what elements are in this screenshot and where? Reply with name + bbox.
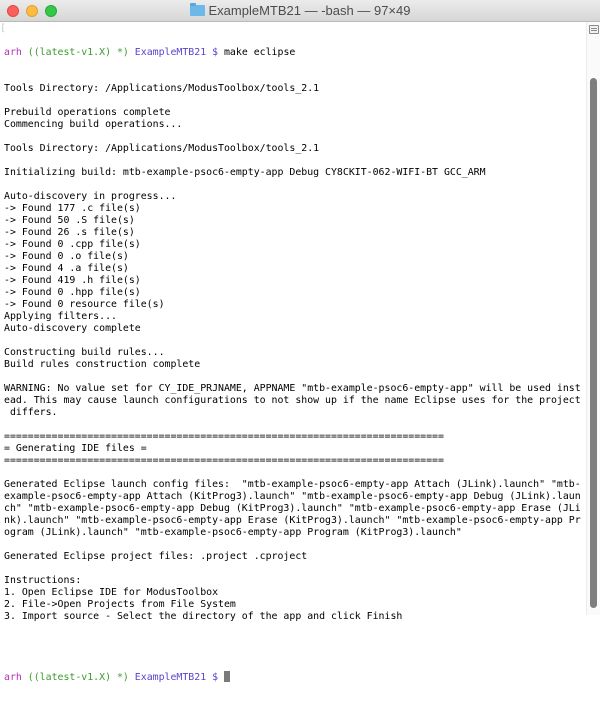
output-line (4, 335, 581, 347)
window-title-text: ExampleMTB21 — -bash — 97×49 (208, 3, 411, 18)
output-line: -> Found 0 resource file(s) (4, 299, 165, 310)
output-line: -> Found 4 .a file(s) (4, 263, 129, 274)
output-line (4, 155, 581, 167)
scrollbar-thumb[interactable] (590, 78, 597, 608)
output-line: 2. File->Open Projects from File System (4, 599, 236, 610)
output-line (4, 131, 581, 143)
prompt-directory: ExampleMTB21 $ (128, 672, 219, 683)
terminal-lines (4, 23, 581, 707)
output-line: ========================================================================== (4, 455, 444, 466)
final-prompt-line[interactable] (4, 671, 581, 683)
output-line: Constructing build rules... (4, 347, 165, 358)
output-line: nk).launch" "mtb-example-psoc6-empty-app Erase (KitProg3).launch" "mtb-example-psoc6-empty-app Pr (4, 515, 581, 526)
prompt-user: arh (4, 672, 22, 683)
output-line: -> Found 177 .c file(s) (4, 203, 141, 214)
text-cursor (224, 671, 230, 682)
output-line: ch" "mtb-example-psoc6-empty-app Debug (KitProg3).launch" "mtb-example-psoc6-empty-app Erase (JLi (4, 503, 581, 514)
output-line: -> Found 0 .o file(s) (4, 251, 129, 262)
output-line (4, 539, 581, 551)
output-line: Auto-discovery complete (4, 323, 141, 334)
output-line (4, 95, 581, 107)
output-line: Commencing build operations... (4, 119, 183, 130)
split-pane-icon[interactable] (589, 25, 599, 34)
output-line: -> Found 0 .cpp file(s) (4, 239, 141, 250)
window-titlebar[interactable] (0, 0, 600, 22)
output-line: Auto-discovery in progress... (4, 191, 177, 202)
output-line: -> Found 26 .s file(s) (4, 227, 135, 238)
output-line: Applying filters... (4, 311, 117, 322)
output-line: -> Found 419 .h file(s) (4, 275, 141, 286)
output-line (4, 179, 581, 191)
window-title (0, 3, 600, 19)
folder-icon (190, 5, 205, 16)
output-line (4, 563, 581, 575)
output-line: Generated Eclipse launch config files: "mtb-example-psoc6-empty-app Attach (JLink).launch" "mtb- (4, 479, 581, 490)
output-line: 3. Import source - Select the directory of the app and click Finish (4, 611, 403, 622)
output-line: Instructions: (4, 575, 82, 586)
output-line: Prebuild operations complete (4, 107, 171, 118)
output-line: Build rules construction complete (4, 359, 201, 370)
output-line: = Generating IDE files = (4, 443, 147, 454)
prompt-branch: ((latest-v1.X) *) (21, 47, 129, 58)
output-line (4, 419, 581, 431)
mark-bracket-icon: [ (0, 23, 7, 34)
command-output (4, 83, 581, 647)
output-line: ogram (JLink).launch" "mtb-example-psoc6-empty-app Program (KitProg3).launch" (4, 527, 462, 538)
terminal-output[interactable] (0, 22, 586, 683)
output-line: Tools Directory: /Applications/ModusToolbox/tools_2.1 (4, 83, 320, 94)
output-line (4, 623, 581, 635)
output-line: WARNING: No value set for CY_IDE_PRJNAME, APPNAME "mtb-example-psoc6-empty-app" will be used inst (4, 383, 581, 394)
vertical-scrollbar[interactable] (586, 22, 600, 615)
output-line: Initializing build: mtb-example-psoc6-empty-app Debug CY8CKIT-062-WIFI-BT GCC_ARM (4, 167, 486, 178)
output-line (4, 467, 581, 479)
output-line: Tools Directory: /Applications/ModusToolbox/tools_2.1 (4, 143, 320, 154)
output-line: 1. Open Eclipse IDE for ModusToolbox (4, 587, 219, 598)
output-line: -> Found 0 .hpp file(s) (4, 287, 141, 298)
command-prompt-line (4, 47, 581, 59)
prompt-branch: ((latest-v1.X) *) (21, 672, 129, 683)
output-line: Generated Eclipse project files: .project .cproject (4, 551, 308, 562)
output-line: differs. (4, 407, 58, 418)
output-line (4, 371, 581, 383)
output-line: ead. This may cause launch configurations to not show up if the name Eclipse uses for the project (4, 395, 581, 406)
prompt-user: arh (4, 47, 22, 58)
prompt-directory: ExampleMTB21 $ (128, 47, 219, 58)
output-line (4, 635, 581, 647)
output-line: example-psoc6-empty-app Attach (KitProg3).launch" "mtb-example-psoc6-empty-app Debug (JLink).laun (4, 491, 581, 502)
output-line: ========================================================================== (4, 431, 444, 442)
prompt-command: make eclipse (218, 47, 296, 58)
output-line: -> Found 50 .S file(s) (4, 215, 135, 226)
